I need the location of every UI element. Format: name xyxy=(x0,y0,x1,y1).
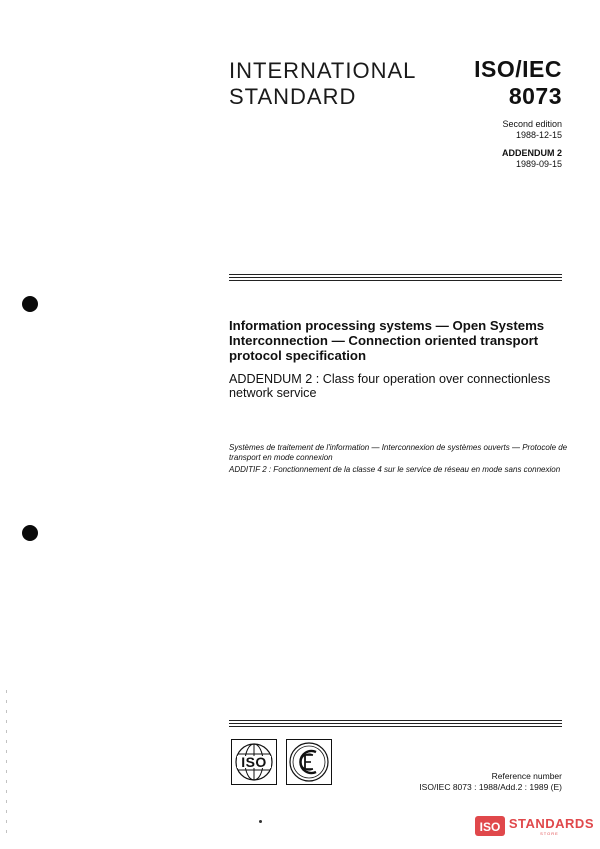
std-id-line1: ISO/IEC xyxy=(474,56,562,82)
iso-logo xyxy=(231,739,277,785)
watermark-badge-text: ISO xyxy=(479,820,501,834)
standard-number xyxy=(474,56,562,110)
document-type xyxy=(229,58,416,110)
edition-info xyxy=(502,119,562,170)
watermark-badge-icon xyxy=(475,814,505,838)
bottom-divider-rule xyxy=(229,720,562,729)
iso-logo-text: ISO xyxy=(241,754,267,770)
speck xyxy=(259,820,262,823)
addendum-title: ADDENDUM 2 : Class four operation over connectionless network service xyxy=(229,372,551,400)
edition-label: Second edition xyxy=(502,119,562,129)
reference-label: Reference number xyxy=(491,771,562,781)
watermark-subtext: STORE xyxy=(540,830,559,836)
doc-type-line1: INTERNATIONAL xyxy=(229,58,417,83)
punch-hole-top xyxy=(22,296,38,312)
watermark-text: STANDARDS xyxy=(508,815,594,831)
document-title: Information processing systems — Open Systems Interconnection — Connection oriented transport protocol specification xyxy=(229,318,545,363)
french-addendum-title: ADDITIF 2 : Fonctionnement de la classe 4 sur le service de réseau en mode sans connexion xyxy=(229,465,561,474)
punch-hole-bottom xyxy=(22,525,38,541)
french-title: Systèmes de traitement de l'information — Interconnexion de systèmes ouverts — Protocole de transport en mode connexion xyxy=(229,443,568,462)
std-id-line2: 8073 xyxy=(508,83,562,109)
doc-type-line2: STANDARD xyxy=(229,84,357,109)
scan-edge-mark xyxy=(6,690,7,840)
iso-standards-watermark xyxy=(475,812,594,840)
top-divider-rule xyxy=(229,274,562,283)
addendum-date: 1989-09-15 xyxy=(515,159,562,169)
reference-number-block xyxy=(419,771,562,793)
edition-date: 1988-12-15 xyxy=(515,130,562,140)
addendum-label: ADDENDUM 2 xyxy=(501,148,562,158)
reference-number: ISO/IEC 8073 : 1988/Add.2 : 1989 (E) xyxy=(419,782,562,792)
iec-logo xyxy=(286,739,332,785)
